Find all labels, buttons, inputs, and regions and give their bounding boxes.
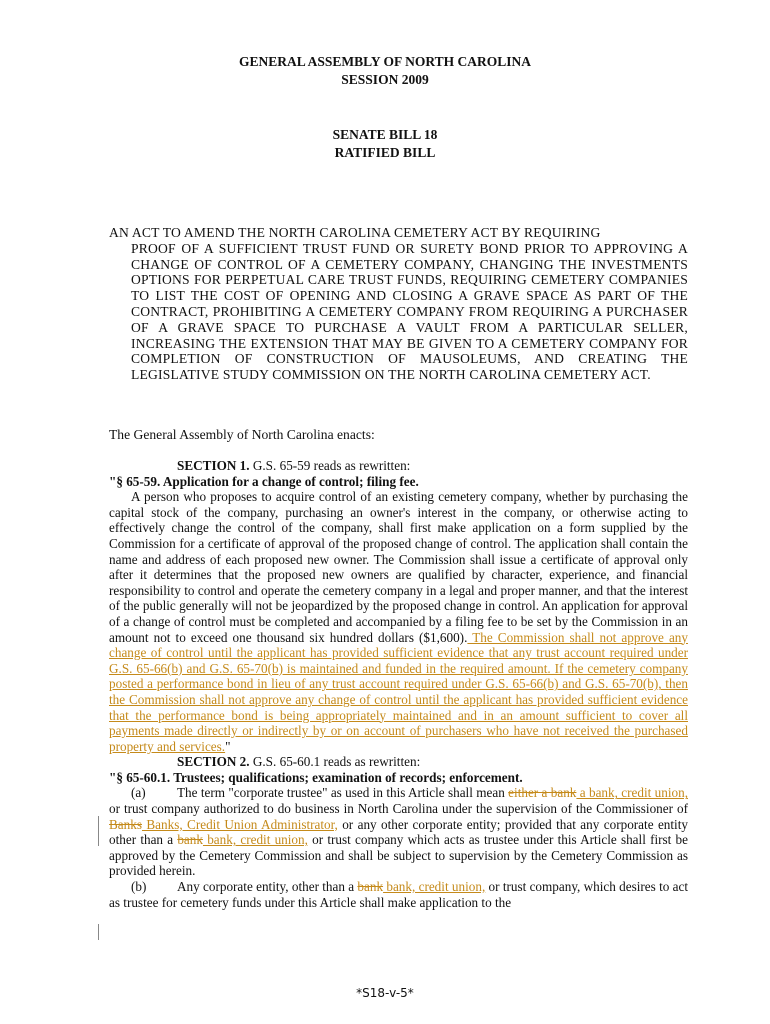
- section-2-heading: "§ 65-60.1. Trustees; qualifications; examination of records; enforcement.: [109, 769, 523, 785]
- change-bar: [98, 816, 99, 846]
- enacting-clause: The General Assembly of North Carolina enacts:: [109, 427, 375, 442]
- act-title-rest: PROOF OF A SUFFICIENT TRUST FUND OR SURETY BOND PRIOR TO APPROVING A CHANGE OF CONTROL OF A CEMETERY COMPANY, CHANGING THE INVESTMENTS OPTIONS FOR PERPETUAL CARE TRUST FUNDS, REQUIRING CEMETERY COMPANIES TO LIST THE COST OF OPENING AND CLOSING A GRAVE SPACE AS PART OF THE CONTRACT, PROHIBITING A CEMETERY COMPANY FROM REQUIRING A PURCHASER OF A GRAVE SPACE TO PURCHASE A VAULT FROM A PARTICULAR SELLER, INCREASING THE EXTENSION THAT MAY BE GIVEN TO A CEMETERY COMPANY FOR COMPLETION OF CONSTRUCTION OF MAUSOLEUMS, AND CREATING THE LEGISLATIVE STUDY COMMISSION ON THE NORTH CAROLINA CEMETERY ACT.: [131, 240, 688, 383]
- section-1-label: SECTION 1.: [177, 458, 250, 473]
- section-1-intro: G.S. 65-59 reads as rewritten:: [252, 458, 411, 473]
- subsection-b-text: Any corporate entity, other than a: [177, 879, 358, 895]
- section-2-line: [109, 754, 688, 770]
- deleted-text: either a bank: [508, 785, 577, 801]
- deleted-text: bank: [177, 832, 203, 848]
- inserted-text: bank, credit union,: [383, 879, 486, 895]
- bill-body: [109, 458, 688, 910]
- section-2-intro: G.S. 65-60.1 reads as rewritten:: [252, 754, 421, 770]
- subsection-a-text: The term "corporate trustee" as used in this Article shall mean: [177, 785, 509, 801]
- section-1-line: [109, 458, 688, 474]
- assembly-title: GENERAL ASSEMBLY OF NORTH CAROLINA: [238, 54, 532, 69]
- closing-quote: ": [225, 738, 231, 754]
- section-1-paragraph: [109, 489, 688, 754]
- page-footer: *S18-v-5*: [356, 986, 414, 1000]
- section-1-heading: "§ 65-59. Application for a change of control; filing fee.: [109, 473, 419, 489]
- section-2-label: SECTION 2.: [177, 754, 250, 770]
- inserted-text: bank, credit union,: [202, 832, 308, 848]
- subsection-b-text: or trust company, which desires to act as trustee for cemetery funds under this Article shall make application to the: [109, 879, 689, 910]
- deleted-text: Banks: [109, 816, 142, 832]
- session-title: SESSION 2009: [341, 72, 429, 87]
- change-bar: [98, 924, 99, 940]
- subsection-b: [109, 879, 688, 910]
- inserted-text: The Commission shall not approve any change of control until the applicant has provided sufficient evidence that any trust account required under G.S. 65-66(b) and G.S. 65-70(b) is maintained and funded in the required amount. If the cemetery company posted a performance bond in lieu of any trust account required under G.S. 65-66(b) and G.S. 65-70(b), then the Commission shall not approve any change of control until the applicant has provided sufficient evidence that the performance bond is being appropriately maintained and in an amount sufficient to cover all payments made directly or indirectly by or on account of purchasers who have not received the purchased property and services.: [109, 629, 688, 754]
- inserted-text: a bank, credit union,: [576, 785, 688, 801]
- subsection-b-label: (b): [131, 879, 147, 895]
- section-1-text: A person who proposes to acquire control of an existing cemetery company, whether by purchasing the capital stock of the company, purchasing an owner's interest in the company, or otherwise acting to effectively change the control of the company, shall first make application on a form supplied by the Commission for a certificate of approval of the proposed change of control. The application shall contain the name and address of each proposed new owner. The Commission shall issue a certificate of approval only after it determines that the proposed new owners are qualified by character, experience, and financial responsibility to control and operate the cemetery company in a legal and proper manner, and that the interest of the public generally will not be jeopardized by the proposed change in control. An application for approval of a change of control must be completed and accompanied by a filing fee to be set by the Commission in an amount not to exceed one thousand six hundred dollars ($1,600).: [109, 489, 688, 645]
- subsection-a-label: (a): [131, 785, 146, 801]
- act-title-first-line: AN ACT TO AMEND THE NORTH CAROLINA CEMETERY ACT BY REQUIRING: [109, 225, 601, 240]
- bill-number: SENATE BILL 18: [332, 127, 438, 142]
- subsection-a-text: or any other corporate entity; provided that any corporate entity other than a: [109, 816, 688, 848]
- subsection-a-text: or trust company authorized to do business in North Carolina under the supervision of the Commissioner of: [109, 801, 688, 817]
- subsection-a-text: or trust company which acts as trustee under this Article shall first be approved by the Cemetery Commission and shall be subject to supervision by the Cemetery Commission as provided herein.: [109, 832, 688, 879]
- act-title: [109, 225, 688, 383]
- bill-status: RATIFIED BILL: [334, 145, 436, 160]
- deleted-text: bank: [357, 879, 384, 895]
- subsection-a: [109, 785, 688, 879]
- inserted-text: Banks, Credit Union Administrator,: [141, 816, 338, 832]
